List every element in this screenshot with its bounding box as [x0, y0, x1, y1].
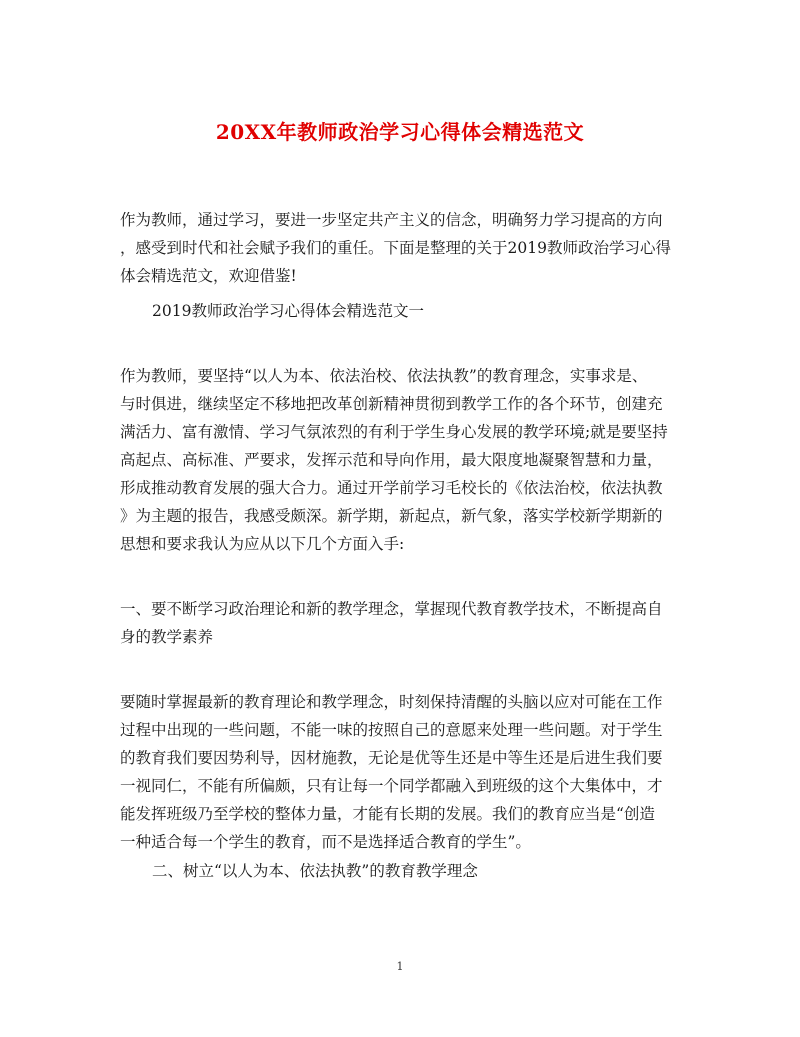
page-number: 1	[396, 960, 404, 973]
paragraph-line: 要随时掌握最新的教育理论和教学理念，时刻保持清醒的头脑以应对可能在工作	[120, 693, 663, 711]
paragraph-line: 一视同仁，不能有所偏颇，只有让每一个同学都融入到班级的这个大集体中，才	[120, 777, 663, 795]
paragraph-line: ，感受到时代和社会赋予我们的重任。下面是整理的关于2019教师政治学习心得	[120, 239, 671, 257]
paragraph-line: 过程中出现的一些问题，不能一味的按照自己的意愿来处理一些问题。对于学生	[120, 721, 663, 739]
paragraph-line: 的教育我们要因势利导，因材施教，无论是优等生还是中等生还是后进生我们要	[120, 749, 663, 767]
section-heading-line: 二、树立“以人为本、依法执教”的教育教学理念	[152, 862, 478, 880]
paragraph-line: 一种适合每一个学生的教育，而不是选择适合教育的学生”。	[120, 833, 531, 851]
paragraph-line: 思想和要求我认为应从以下几个方面入手:	[120, 535, 405, 553]
paragraph-line: 》为主题的报告，我感受颇深。新学期，新起点，新气象，落实学校新学期新的	[120, 507, 663, 525]
section-heading-line: 一、要不断学习政治理论和新的教学理念，掌握现代教育教学技术，不断提高自	[120, 600, 663, 618]
paragraph-line: 满活力、富有激情、学习气氛浓烈的有利于学生身心发展的教学环境;就是要坚持	[120, 423, 668, 441]
section-subtitle: 2019教师政治学习心得体会精选范文一	[152, 302, 424, 320]
document-title: 20XX年教师政治学习心得体会精选范文	[215, 120, 585, 144]
paragraph-line: 与时俱进，继续坚定不移地把改革创新精神贯彻到教学工作的各个环节，创建充	[120, 395, 663, 413]
paragraph-line: 能发挥班级乃至学校的整体力量，才能有长期的发展。我们的教育应当是“创造	[120, 805, 655, 823]
section-heading-line: 身的教学素养	[120, 628, 214, 646]
paragraph-line: 作为教师，通过学习，要进一步坚定共产主义的信念，明确努力学习提高的方向	[120, 211, 663, 229]
paragraph-line: 形成推动教育发展的强大合力。通过开学前学习毛校长的《依法治校，依法执教	[120, 479, 663, 497]
paragraph-line: 体会精选范文，欢迎借鉴!	[120, 267, 297, 285]
paragraph-line: 高起点、高标准、严要求，发挥示范和导向作用，最大限度地凝聚智慧和力量，	[120, 451, 663, 469]
paragraph-line: 作为教师，要坚持“以人为本、依法治校、依法执教”的教育理念，实事求是、	[120, 367, 648, 385]
